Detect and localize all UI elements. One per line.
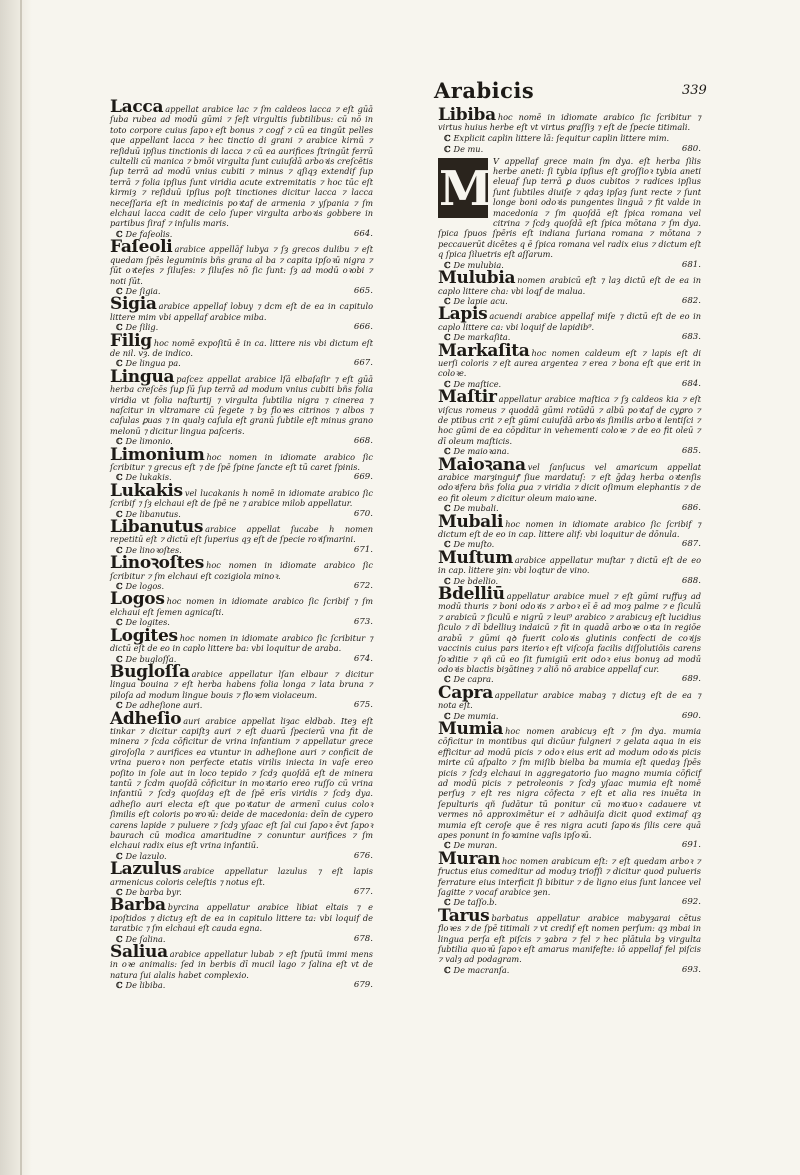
entry-number: 693. — [681, 964, 701, 975]
dictionary-entry — [110, 330, 373, 369]
entry-text: hoc nomen arabicuȝ eſt ⁊ ſm dya. mumia cōficitur in montibus qui dicūur fulgneri ⁊ gelata aqua in eis efficitur ad modū picis ⁊ odoꝛ eius erit ad modum odoꝛis picis mirte cū aſpalto ⁊ ſm miſib bielba ba mumia eſt quedaȝ ſpēs picis ⁊ ſcdȝ elchaui in aggregatorio ſuo magno mumia cōficif ad modū picis ⁊ petroleonis ⁊ ſcdȝ yſaac mumia eſt nomē perſuȝ ⁊ eſt res nigra cōfecta ⁊ eſt et alia res inuēta in ſepulturis qñ ſudātur tū ponitur cū moꝛtuoꝛ cadauere vt vermes nō approximētur ei ⁊ adhāuiſa dicit quod extimaf qȝ mumia eſt ceroſe que ē res nigra acuti ſapoꝛis ſilis cere quā apes ponunt in foꝛamine vaſis ipſoꝛū. — [438, 725, 701, 840]
entry-text: auri arabice appellat liȝac eldbab. Iteȝ eſt tinkar ⁊ dicitur capiſtȝ auri ⁊ eſt duarū ſpecierū vna fit de minera ⁊ ſcda cōficitur de vrina infantium ⁊ appellatur grece giroſoſla ⁊ aurifices ea vtuntur in adheſione auri ⁊ conficit de vrina pueroꝛ non perfecte etatis virilis iniecta in vaſe ereo poſito in ſole aut in loco tepido ⁊ ſcdȝ quoſdā eſt de minera tantū ⁊ ſcdm quoſdā cōficitur in moꝛtario ereo ruſſo cū vrina infantiū ⁊ ſcdȝ quoſdaȝ eſt de ſpē erīs viridis ⁊ ſcdȝ dya. adheſio auri electa eſt que poꝛtatur de armenī cuius coloꝛ ſimilis eſt coloris poꝛroꝛū: deide de macedonia: deīn de cypero carens lapide ⁊ puluere ⁊ ſcdȝ yſaac eſt ſal cui ſapoꝛ ēvt ſapoꝛ baurach cū modica amaritudine ⁊ conuntur aurifices ⁊ ſm elchaui radix eius eſt vrina infantiū. — [110, 715, 373, 851]
paragraph-mark: ℂ — [116, 285, 123, 296]
dictionary-entry — [110, 589, 373, 628]
entry-headword: Muſtum — [438, 547, 513, 568]
paragraph-mark: ℂ — [116, 933, 123, 944]
entry-number: 682. — [681, 295, 701, 306]
cross-reference: De bdellio. — [453, 575, 499, 586]
paragraph-mark: ℂ — [444, 144, 451, 155]
dictionary-entry — [438, 156, 701, 270]
cross-reference: De libiba. — [125, 980, 166, 991]
entry-headword: Lingua — [110, 366, 175, 387]
entry-headword: Libanutus — [110, 517, 204, 538]
entry-number: 668. — [353, 436, 373, 447]
entry-text: nomen arabicū eſt ⁊ laȝ dictū eſt de ea in caplo littere cha: vbi loqf de malua. — [438, 275, 701, 296]
cross-reference-line — [438, 133, 701, 143]
paragraph-mark: ℂ — [444, 674, 451, 685]
cross-reference-line — [438, 144, 701, 154]
paragraph-mark: ℂ — [116, 544, 123, 555]
entry-text: byrcina appellatur arabice libiat eltais ⁊ e ipoſtidos ⁊ dictuȝ eſt de ea in capitulo littere ta: vbi loquif de taratbic ⁊ ſm elchaui eſt cauda egna. — [110, 902, 373, 934]
entry-text: arabice appellatur lubab ⁊ eſt ſputū immi mens in oꝛe animalis: ſed in berbis dī mucil lago ⁊ ſalina eſt vt de natura ſui alalis habet complexio. — [110, 949, 373, 980]
cross-reference: De capra. — [453, 674, 494, 685]
entry-number: 680. — [681, 144, 701, 155]
entry-text: vel lucakanis h nomē in idiomate arabico ſic ſcribif ⁊ ſȝ elchaui eſt de ſpē ne ⁊ arabice milob appellatur. — [110, 487, 373, 509]
entry-headword: Mubali — [438, 511, 504, 532]
paragraph-mark: ℂ — [444, 132, 451, 143]
entry-number: 672. — [353, 581, 373, 592]
entry-headword: Maioꝛana — [438, 454, 526, 475]
cross-reference: Explicit caplin littere lā: ſequitur caplin littere mim. — [453, 132, 670, 143]
entry-headword: Filig — [110, 330, 152, 351]
entry-number: 679. — [353, 980, 373, 991]
cross-reference: De macranſa. — [453, 964, 510, 975]
dictionary-entry — [110, 859, 373, 898]
paragraph-mark: ℂ — [116, 850, 123, 861]
entry-headword: Lazulus — [110, 859, 182, 880]
entry-number: 673. — [353, 617, 373, 628]
cross-reference: De mumia. — [453, 710, 499, 721]
entry-number: 689. — [681, 674, 701, 685]
cross-reference: De faſeolis. — [125, 228, 173, 239]
paragraph-mark: ℂ — [444, 295, 451, 306]
page-gutter-edge — [20, 0, 22, 1175]
entry-headword: Logos — [110, 589, 165, 610]
entry-text: paſcez appellat arabice lſā elbaſaſir ⁊ eſt gūā herba creſcēs ſuꝑ ſū ſup terrā ad modum vnius cubiti bñs folia viridia vt folia naſturtij ⁊ virgulta ſubtilia nigra ⁊ cinerea ⁊ naſcitur in vltramare cū ſegete ⁊ bȝ floꝛes citrinos ⁊ albos ⁊ caſulas ꝑuas ⁊ in qualȝ caſula eſt granū ſubtile eſt minus grano melonū ⁊ dicitur lingua paſceris. — [110, 373, 373, 436]
entry-text: hoc nomen in idiomate arabico ſic ſcribitur ⁊ ſm elchaui eſt cozigiola minoꝛ. — [110, 560, 373, 581]
entry-number: 670. — [353, 508, 373, 519]
dictionary-entry — [438, 454, 701, 514]
entry-number: 676. — [353, 850, 373, 861]
entry-text: hoc nomē in idiomate arabico ſic ſcribitur ⁊ virtus huius herbe eſt vt virtus ꝑraſſiȝ ⁊ eſt de ſpecie titimali. — [438, 112, 701, 133]
paragraph-mark: ℂ — [116, 980, 123, 991]
entry-number: 686. — [681, 503, 701, 514]
dictionary-entry — [110, 444, 373, 483]
entry-text: hoc nomen in idiomate arabico ſic ſcribif ⁊ ſm elchaui eſt ſemen agnicaſti. — [110, 596, 373, 617]
dictionary-entry — [110, 480, 373, 519]
dictionary-entry — [438, 340, 701, 390]
entry-text: arabice appellatur muſtar ⁊ dictū eſt de eo in cap. littere ȝin: vbi loqtur de vino. — [438, 554, 701, 576]
entry-text: appellat arabice lac ⁊ ſm caldeos lacca ⁊ eſt gūā ſuba rubea ad modū gūmi ⁊ ſeſt virgultis ſubtilibus: cū nō in toto corpore cuius ſapoꝛ eſt bonus ⁊ cogf ⁊ cū ea tingūt pelles que appellant lacca ⁊ hec tinctio di grani ⁊ arabice kirnū ⁊ reſiduū ipſius tinctionis di lacca ⁊ cū ea aurifices ſtringūt ferrū cultelli cū manica ⁊ bmōi virgulta ſunt cuiuſdā arboꝛis creſcētis ſup terrā ad modū vnius cubiti ⁊ minus ⁊ qſiqȝ extendif ſup terrā ⁊ folia ipſius ſunt viridia acute extremitatis ⁊ hoc tūc eſt kirmiȝ ⁊ reſiduū ipſius poſt tinctiones dicitur lacca ⁊ lacca neceſſaria eſt in medicinis poꝛtaf de armenia ⁊ yſpania ⁊ ſm elchaui lacca cadit de celo ſuper virgulta arboꝛis gobbere in partibus ſiraf ⁊ inſulis maris. — [110, 104, 373, 229]
entry-text: hoc nomen in idiomate arabico ſic ſcribitur ⁊ dictū eſt de eo in caplo littere ba: vbi loquitur de araba. — [110, 632, 373, 654]
decorated-initial: M — [438, 158, 488, 218]
paragraph-mark: ℂ — [116, 581, 123, 592]
cross-reference: De libanutus. — [125, 508, 181, 519]
paragraph-mark: ℂ — [444, 332, 451, 343]
cross-reference-line — [110, 980, 373, 990]
cross-reference: De ſilig. — [125, 322, 159, 333]
paragraph-mark: ℂ — [444, 539, 451, 550]
paragraph-mark: ℂ — [116, 617, 123, 628]
entry-text: hoc nomē expoſitū ē in ca. littere nis vbi dictum eſt de nil. vȝ. de indico. — [110, 337, 373, 358]
cross-reference: De ſalina. — [125, 933, 166, 944]
entry-text: acuendi arabice appellaf miſe ⁊ dictū eſt de eo in caplo littere ca: vbi loquif de lapidib⁹. — [438, 311, 701, 332]
entry-number: 685. — [681, 446, 701, 457]
paragraph-mark: ℂ — [444, 964, 451, 975]
cross-reference: De logos. — [125, 581, 165, 592]
entry-number: 691. — [681, 840, 701, 851]
dictionary-entry — [110, 942, 373, 991]
paragraph-mark: ℂ — [444, 446, 451, 457]
paragraph-mark: ℂ — [116, 887, 123, 898]
cross-reference: De lapie acu. — [453, 295, 508, 306]
running-head: Arabicis — [434, 78, 535, 103]
entry-text: vel ſanſucus vel amaricum appellat arabice marȝinguiꝭ ſiue mardatuſ: ⁊ eſt ḡdaȝ herba oꝛtenſis odoꝛifera bñs folia ꝑua ⁊ viridia ⁊ dicit oſimum elephantis ⁊ de eo fit oleum ⁊ dicitur oleum maioꝛane. — [438, 461, 701, 503]
dictionary-entry — [110, 97, 373, 239]
dictionary-entry — [438, 105, 701, 143]
entry-number: 669. — [353, 472, 373, 483]
entry-headword: Lapis — [438, 304, 488, 325]
entry-headword: Muran — [438, 848, 501, 869]
dictionary-entry — [438, 905, 701, 975]
cross-reference: De adheſione auri. — [125, 700, 203, 711]
cross-reference: De lazulo. — [125, 850, 167, 861]
entry-text: hoc nomen arabicum eſt: ⁊ eſt quedam arboꝛ ⁊ fructus eius comeditur ad moduȝ triofſi ⁊ dicitur quod pulueris ferrature eius interficit ſi bibitur ⁊ de ligno eius ſunt lancee vel ſagitte ⁊ vocaf arabice ȝen. — [438, 855, 701, 898]
cross-reference: De lingua pa. — [125, 358, 181, 369]
cross-reference: De linoꝛoſtes. — [125, 544, 182, 555]
cross-reference: De maioꝛana. — [453, 446, 510, 457]
entry-number: 690. — [681, 710, 701, 721]
entry-headword: Tarus — [438, 905, 490, 926]
dictionary-entry — [438, 848, 701, 908]
page-gutter — [0, 0, 32, 1175]
dictionary-entry — [438, 387, 701, 457]
entry-text: appellatur arabice maſtica ⁊ ſȝ caldeos kia ⁊ eſt viſcus romeus ⁊ quoddā gūmi rotūdū ⁊ albū poꝛtaf de cyꝑro ⁊ de ptibus crit ⁊ eſt gūmi cuiuſdā arboꝛis ſimilis arboꝛi lentiſci ⁊ hoc gūmi de ea cōpditur in vehementi coloꝛe ⁊ de eo fit oleū ⁊ dī oleum maſticis. — [438, 394, 701, 446]
paragraph-mark: ℂ — [116, 653, 123, 664]
entry-number: 678. — [353, 933, 373, 944]
dictionary-entry — [110, 625, 373, 664]
entry-text: hoc nomen in idiomate arabico ſic ſcribif ⁊ dictum eſt de eo in cap. littere alif: vbi loquitur de dōnula. — [438, 518, 701, 540]
entry-headword: Saliua — [110, 942, 168, 963]
right-column — [438, 105, 701, 976]
dictionary-entry — [110, 708, 373, 862]
cross-reference: De limonio. — [125, 436, 173, 447]
cross-reference: De muran. — [453, 840, 498, 851]
cross-reference: De maſtice. — [453, 378, 502, 389]
paragraph-mark: ℂ — [116, 322, 123, 333]
cross-reference: De mu. — [453, 144, 484, 155]
cross-reference: De muſto. — [453, 539, 495, 550]
entry-number: 671. — [353, 544, 373, 555]
entry-headword: Barba — [110, 895, 166, 916]
entry-number: 692. — [681, 897, 701, 908]
paragraph-mark: ℂ — [116, 508, 123, 519]
entry-headword: Maſtir — [438, 387, 497, 408]
dictionary-entry — [438, 547, 701, 586]
left-column — [110, 97, 373, 992]
paragraph-mark: ℂ — [116, 700, 123, 711]
paragraph-mark: ℂ — [444, 575, 451, 586]
dictionary-entry — [438, 584, 701, 685]
paragraph-mark: ℂ — [444, 840, 451, 851]
cross-reference: De markaſita. — [453, 332, 511, 343]
entry-number: 666. — [353, 322, 373, 333]
cross-reference: De barba byr. — [125, 887, 182, 898]
cross-reference: De bugloſſa. — [125, 653, 177, 664]
entry-number: 683. — [681, 332, 701, 343]
dictionary-entry — [438, 682, 701, 721]
entry-text: hoc nomen caldeum eſt ⁊ lapis eſt di uerſi coloris ⁊ eſt aurea argentea ⁊ erea ⁊ bona eſt que erit in coloꝛe. — [438, 347, 701, 379]
dictionary-entry — [110, 895, 373, 944]
entry-headword: Markaſita — [438, 340, 530, 361]
entry-headword: Logites — [110, 625, 178, 646]
entry-headword: Lacca — [110, 97, 164, 117]
dictionary-entry — [110, 553, 373, 592]
entry-text: arabice appellat ſucabe h nomen repetitū eſt ⁊ dictū eſt ſuperius qȝ eſt de ſpecie roꝛiſmarini. — [110, 524, 373, 545]
entry-text: barbatus appellatur arabice mabyȝarai cētus floꝛes ⁊ de ſpē titimali ⁊ vt credif eſt nomen perſum: qȝ mbai in lingua perſa eſt piſcis ⁊ ȝabra ⁊ fel ⁊ hec plātula bȝ virgulta ſubtilia quoꝛū ſapoꝛ eſt amarus manifeſte: iō appellaf fel piſcis ⁊ valȝ ad podagram. — [438, 912, 701, 965]
paragraph-mark: ℂ — [116, 436, 123, 447]
paragraph-mark: ℂ — [116, 358, 123, 369]
dictionary-entry — [438, 144, 701, 154]
entry-number: 675. — [353, 700, 373, 711]
dictionary-entry — [110, 661, 373, 711]
entry-headword: Faſeoli — [110, 237, 173, 258]
entry-headword: Lukakis — [110, 480, 183, 501]
entry-number: 677. — [353, 887, 373, 898]
dictionary-entry — [438, 268, 701, 306]
entry-headword: Limonium — [110, 444, 205, 465]
entry-headword: Mulubia — [438, 268, 516, 289]
paragraph-mark: ℂ — [444, 897, 451, 908]
entry-text: arabice appellaf lobuy ⁊ dcm eſt de ea in capitulo littere mim vbi appellaf arabice miba. — [110, 301, 373, 322]
entry-headword: Bdelliū — [438, 584, 505, 605]
entry-number: 665. — [353, 285, 373, 296]
cross-reference: De mubali. — [453, 503, 499, 514]
cross-reference: De lukakis. — [125, 472, 172, 483]
cross-reference: De ſigia. — [125, 285, 161, 296]
entry-number: 684. — [681, 378, 701, 389]
paragraph-mark: ℂ — [444, 503, 451, 514]
paragraph-mark: ℂ — [116, 472, 123, 483]
entry-headword: Bugloſſa — [110, 661, 190, 682]
entry-text: appellatur arabice mabaȝ ⁊ dictuȝ eſt de ea ⁊ nota eſt. — [438, 689, 701, 711]
entry-headword: Linoꝛoſtes — [110, 553, 205, 574]
dictionary-entry — [110, 517, 373, 555]
entry-number: 681. — [681, 259, 701, 270]
dictionary-entry — [110, 366, 373, 447]
paragraph-mark: ℂ — [116, 228, 123, 239]
entry-text: V appellaf grece main ſm dya. eſt herba ſilis herbe aneti: ſi tybia ipſius eſt groſſioꝛ tybia aneti eleuaf ſup terrā ꝑ duos cubitos ⁊ radices ipſius ſunt ſubtiles diuiſe ⁊ qdaȝ ipſaȝ ſunt recte ⁊ ſunt longe boni odoꝛis pungentes linguā ⁊ fit valde in macedonia ⁊ ſm quoſdā eſt ſpica romana vel citrina ⁊ ſcdȝ quoſdā eſt ſpica mōtana ⁊ ſm dya. ſpica ſpuos ſpēris eſt indiana ſuriana romana ⁊ mōtana ⁊ peccauerūt dicētes q ē ſpica romana vel radix eius ⁊ dictum eſt q ſpica ſiluetris eſt aſſarum. — [438, 155, 701, 260]
entry-number: 688. — [681, 575, 701, 586]
entry-headword: Mumia — [438, 718, 504, 739]
paragraph-mark: ℂ — [444, 710, 451, 721]
cross-reference: De mulubia. — [453, 259, 504, 270]
entry-number: 664. — [353, 228, 373, 239]
folio-number: 339 — [682, 83, 707, 98]
dictionary-entry — [438, 304, 701, 343]
entry-number: 674. — [353, 653, 373, 664]
entry-number: 667. — [353, 358, 373, 369]
entry-text: hoc nomen in idiomate arabico ſic ſcribitur ⁊ grecus eſt ⁊ de ſpē ſpine ſancte eſt tū caret ſpinis. — [110, 451, 373, 472]
entry-headword: Adheſio — [110, 708, 182, 729]
dictionary-entry — [438, 511, 701, 550]
dictionary-entry — [110, 237, 373, 296]
dictionary-entry — [438, 718, 701, 851]
entry-headword: Sigia — [110, 294, 157, 315]
paragraph-mark: ℂ — [444, 259, 451, 270]
paragraph-mark: ℂ — [444, 378, 451, 389]
entry-headword: Capra — [438, 682, 493, 703]
cross-reference: De logites. — [125, 617, 170, 628]
entry-text: appellatur arabice muel ⁊ eſt gūmi ruffuȝ ad modū thuris ⁊ boni odoꝛis ⁊ arboꝛ eī ē ad moȝ palme ⁊ e ſiculū ⁊ arabicū ⁊ ſiculū e nigrū ⁊ leui⁹ arabico ⁊ arabicuȝ eſt lucidius ſiculo ⁊ dī bdelliuȝ indaicū ⁊ fit in quadā arboꝛe oꝛta in regiōe arabū ⁊ gūmi qꝺ fuerit coloꝛis glutinis confecti de coꝛijs vaccinis cuius pars iterioꝛ eſt viſcoſa facilis diſſolutiōis carens ſoꝛditie ⁊ qñ cū eo ſit fumigiū erit odoꝛ eius bonuȝ ad modū odoꝛis blactis biȝātineȝ ⁊ aliō nō arabice appellaf cur. — [438, 591, 701, 674]
cross-reference: De taſſo.b. — [453, 897, 498, 908]
entry-text: arabice appellāf lubya ⁊ ſȝ grecos dulibu ⁊ eſt quedam ſpēs leguminis bñs grana al ba ⁊ capita ipſoꝛū nigra ⁊ ſūt oꝛteſes ⁊ ſiluſes: ⁊ ſiluſes nō ſic ſunt: ſȝ ad modū oꝛobi ⁊ noti ſūt. — [110, 244, 373, 286]
dictionary-entry — [110, 294, 373, 333]
entry-text: arabice appellatur lſan elbaur ⁊ dicitur lingua bouina ⁊ eſt herba habens folia longa ⁊ lata bruna ⁊ piloſa ad modum lingue bouis ⁊ floꝛem violaceum. — [110, 668, 373, 700]
entry-number: 687. — [681, 539, 701, 550]
entry-text: arabice appellatur lazulus ⁊ eſt lapis armenicus coloris celeſtis ⁊ notus eſt. — [110, 866, 373, 887]
entry-headword: Libiba — [438, 105, 496, 125]
cross-reference-line — [438, 965, 701, 975]
